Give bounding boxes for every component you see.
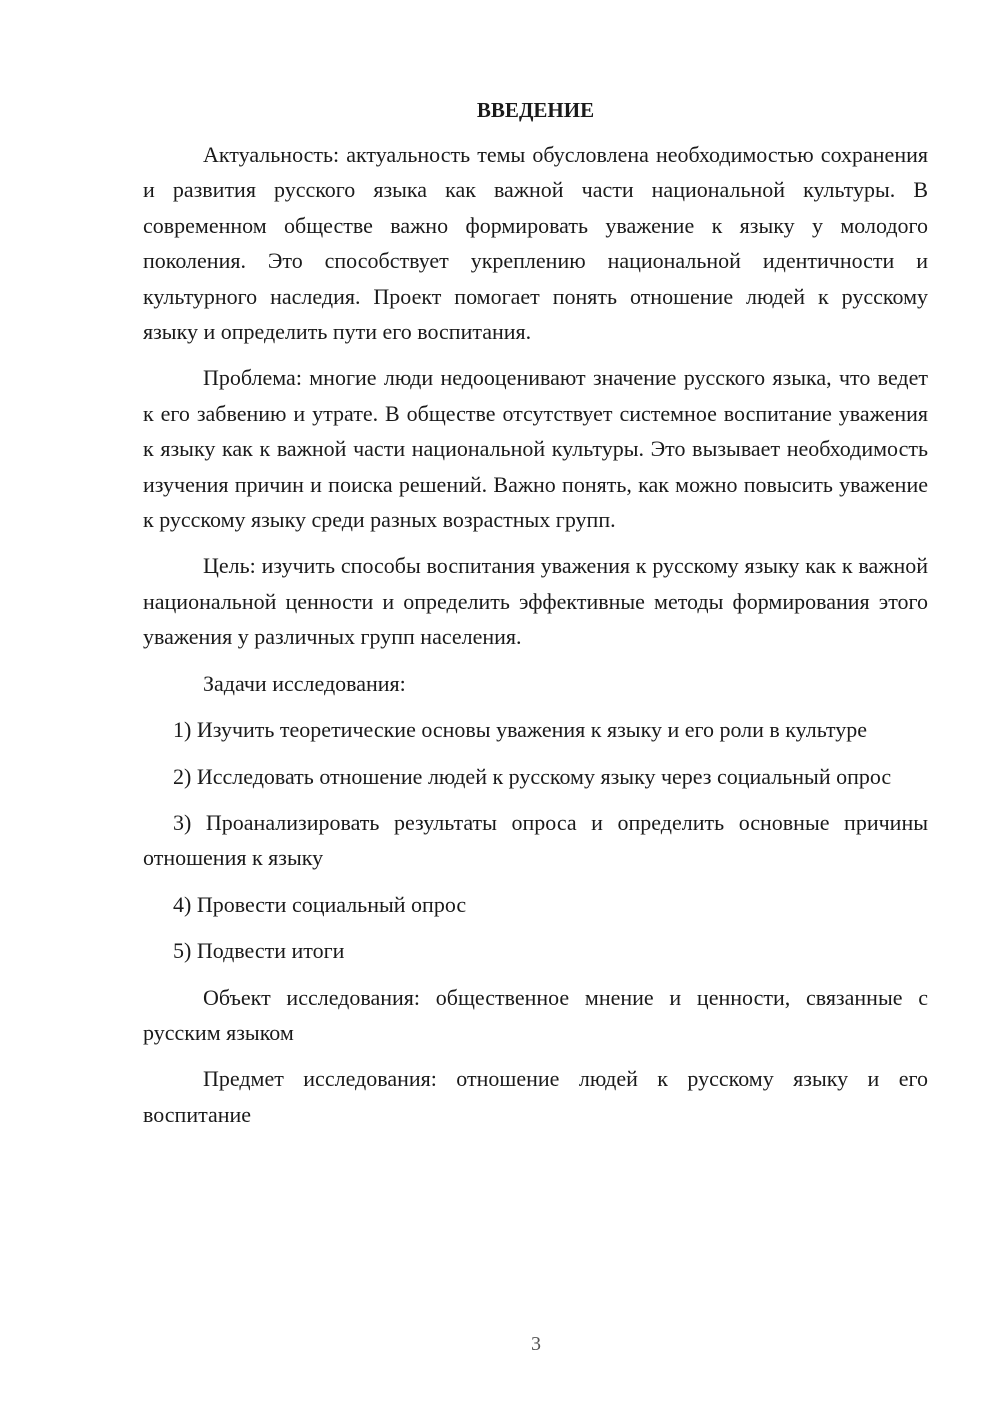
goal-paragraph: Цель: изучить способы воспитания уважения к русскому языку как к важной национальной ценности и определить эффективные методы формирования этого уважения у различных групп населения. (143, 553, 928, 650)
research-object-paragraph: Объект исследования: общественное мнение и ценности, связанные с русским языком (143, 984, 928, 1045)
task-item-1: 1) Изучить теоретические основы уважения к языку и его роли в культуре (173, 717, 867, 743)
task-item-5: 5) Подвести итоги (173, 938, 345, 964)
section-title: ВВЕДЕНИЕ (476, 98, 595, 122)
tasks-heading: Задачи исследования: (203, 670, 406, 696)
task-item-2: 2) Исследовать отношение людей к русскому языку через социальный опрос (173, 763, 892, 789)
problem-paragraph: Проблема: многие люди недооценивают значение русского языка, что ведет к его забвению и утрате. В обществе отсутствует системное воспитание уважения к языку как к важной части национальной культуры. Это вызывает необходимость изучения причин и поиска решений. Важно понять, как можно повысить уважение к русскому языку среди разных возрастных групп. (143, 365, 928, 533)
relevance-paragraph: Актуальность: актуальность темы обусловлена необходимостью сохранения и развития русского языка как важной части национальной культуры. В современном обществе важно формировать уважение к языку у молодого поколения. Это способствует укреплению национальной идентичности и культурного наследия. Проект помогает понять отношение людей к русскому языку и определить пути его воспитания. (143, 142, 928, 345)
research-subject-paragraph: Предмет исследования: отношение людей к русскому языку и его воспитание (143, 1066, 928, 1127)
task-item-3: 3) Проанализировать результаты опроса и определить основные причины отношения к языку (143, 809, 928, 871)
page-number: 3 (531, 1333, 541, 1355)
task-item-4: 4) Провести социальный опрос (173, 891, 467, 917)
page-content (143, 95, 928, 1143)
